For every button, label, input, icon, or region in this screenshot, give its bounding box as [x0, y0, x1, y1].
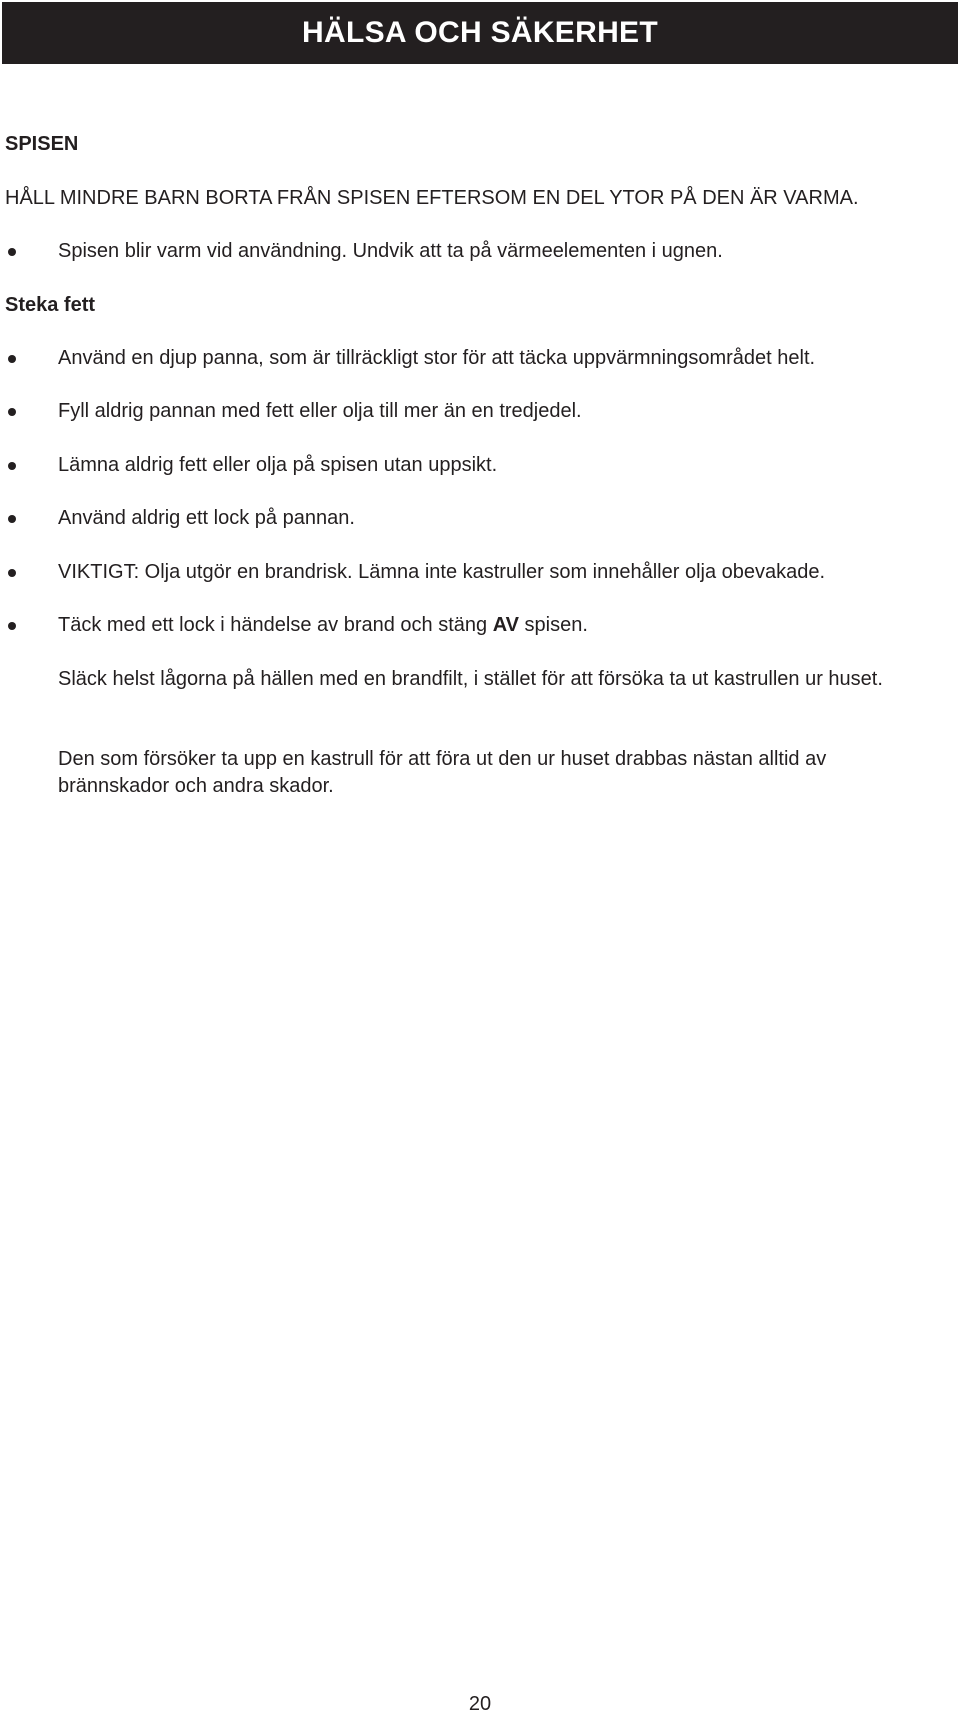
- paragraph-burn-warning: Den som försöker ta upp en kastrull för att föra ut den ur huset drabbas nästan alltid av brännskador och andra skador.: [58, 748, 827, 797]
- list-item-text: Fyll aldrig pannan med fett eller olja till mer än en tredjedel.: [58, 400, 582, 422]
- page-number: 20: [468, 1693, 492, 1715]
- list-item: [5, 238, 945, 265]
- list-item-text: [58, 612, 588, 639]
- bullet-icon: [8, 622, 16, 630]
- list-item-text: Lämna aldrig fett eller olja på spisen utan uppsikt.: [58, 454, 498, 476]
- list-item-text-start: Täck med ett lock i händelse av brand och stäng: [58, 614, 493, 636]
- list-item-text: VIKTIGT: Olja utgör en brandrisk. Lämna inte kastruller som innehåller olja obevakade.: [58, 561, 826, 583]
- bullet-icon: [8, 515, 16, 523]
- section-heading-spisen: SPISEN: [5, 133, 79, 155]
- paragraph-fire-blanket: Släck helst lågorna på hällen med en brandfilt, i stället för att försöka ta ut kastrullen ur huset.: [58, 668, 883, 690]
- page-header-bar: [2, 2, 958, 64]
- list-item: [5, 398, 945, 425]
- list-item: [5, 612, 945, 639]
- list-item: [5, 345, 945, 372]
- bullet-icon: [8, 569, 16, 577]
- bullet-icon: [8, 355, 16, 363]
- list-item-text: Använd aldrig ett lock på pannan.: [58, 507, 355, 529]
- emphasis-off: AV: [492, 614, 519, 636]
- list-item: [5, 559, 945, 586]
- list-item-text: Använd en djup panna, som är tillräckligt stor för att täcka uppvärmningsområdet helt.: [58, 347, 816, 369]
- page-title: HÄLSA OCH SÄKERHET: [302, 16, 658, 49]
- warning-text: HÅLL MINDRE BARN BORTA FRÅN SPISEN EFTERSOM EN DEL YTOR PÅ DEN ÄR VARMA.: [5, 187, 859, 209]
- bullet-icon: [8, 462, 16, 470]
- bullet-icon: [8, 248, 16, 256]
- list-item-text-end: spisen.: [519, 614, 588, 636]
- bullet-icon: [8, 408, 16, 416]
- list-item: [5, 505, 945, 532]
- section-heading-steka-fett: Steka fett: [5, 294, 96, 316]
- list-item-text: Spisen blir varm vid användning. Undvik att ta på värmeelementen i ugnen.: [58, 240, 723, 262]
- list-item: [5, 452, 945, 479]
